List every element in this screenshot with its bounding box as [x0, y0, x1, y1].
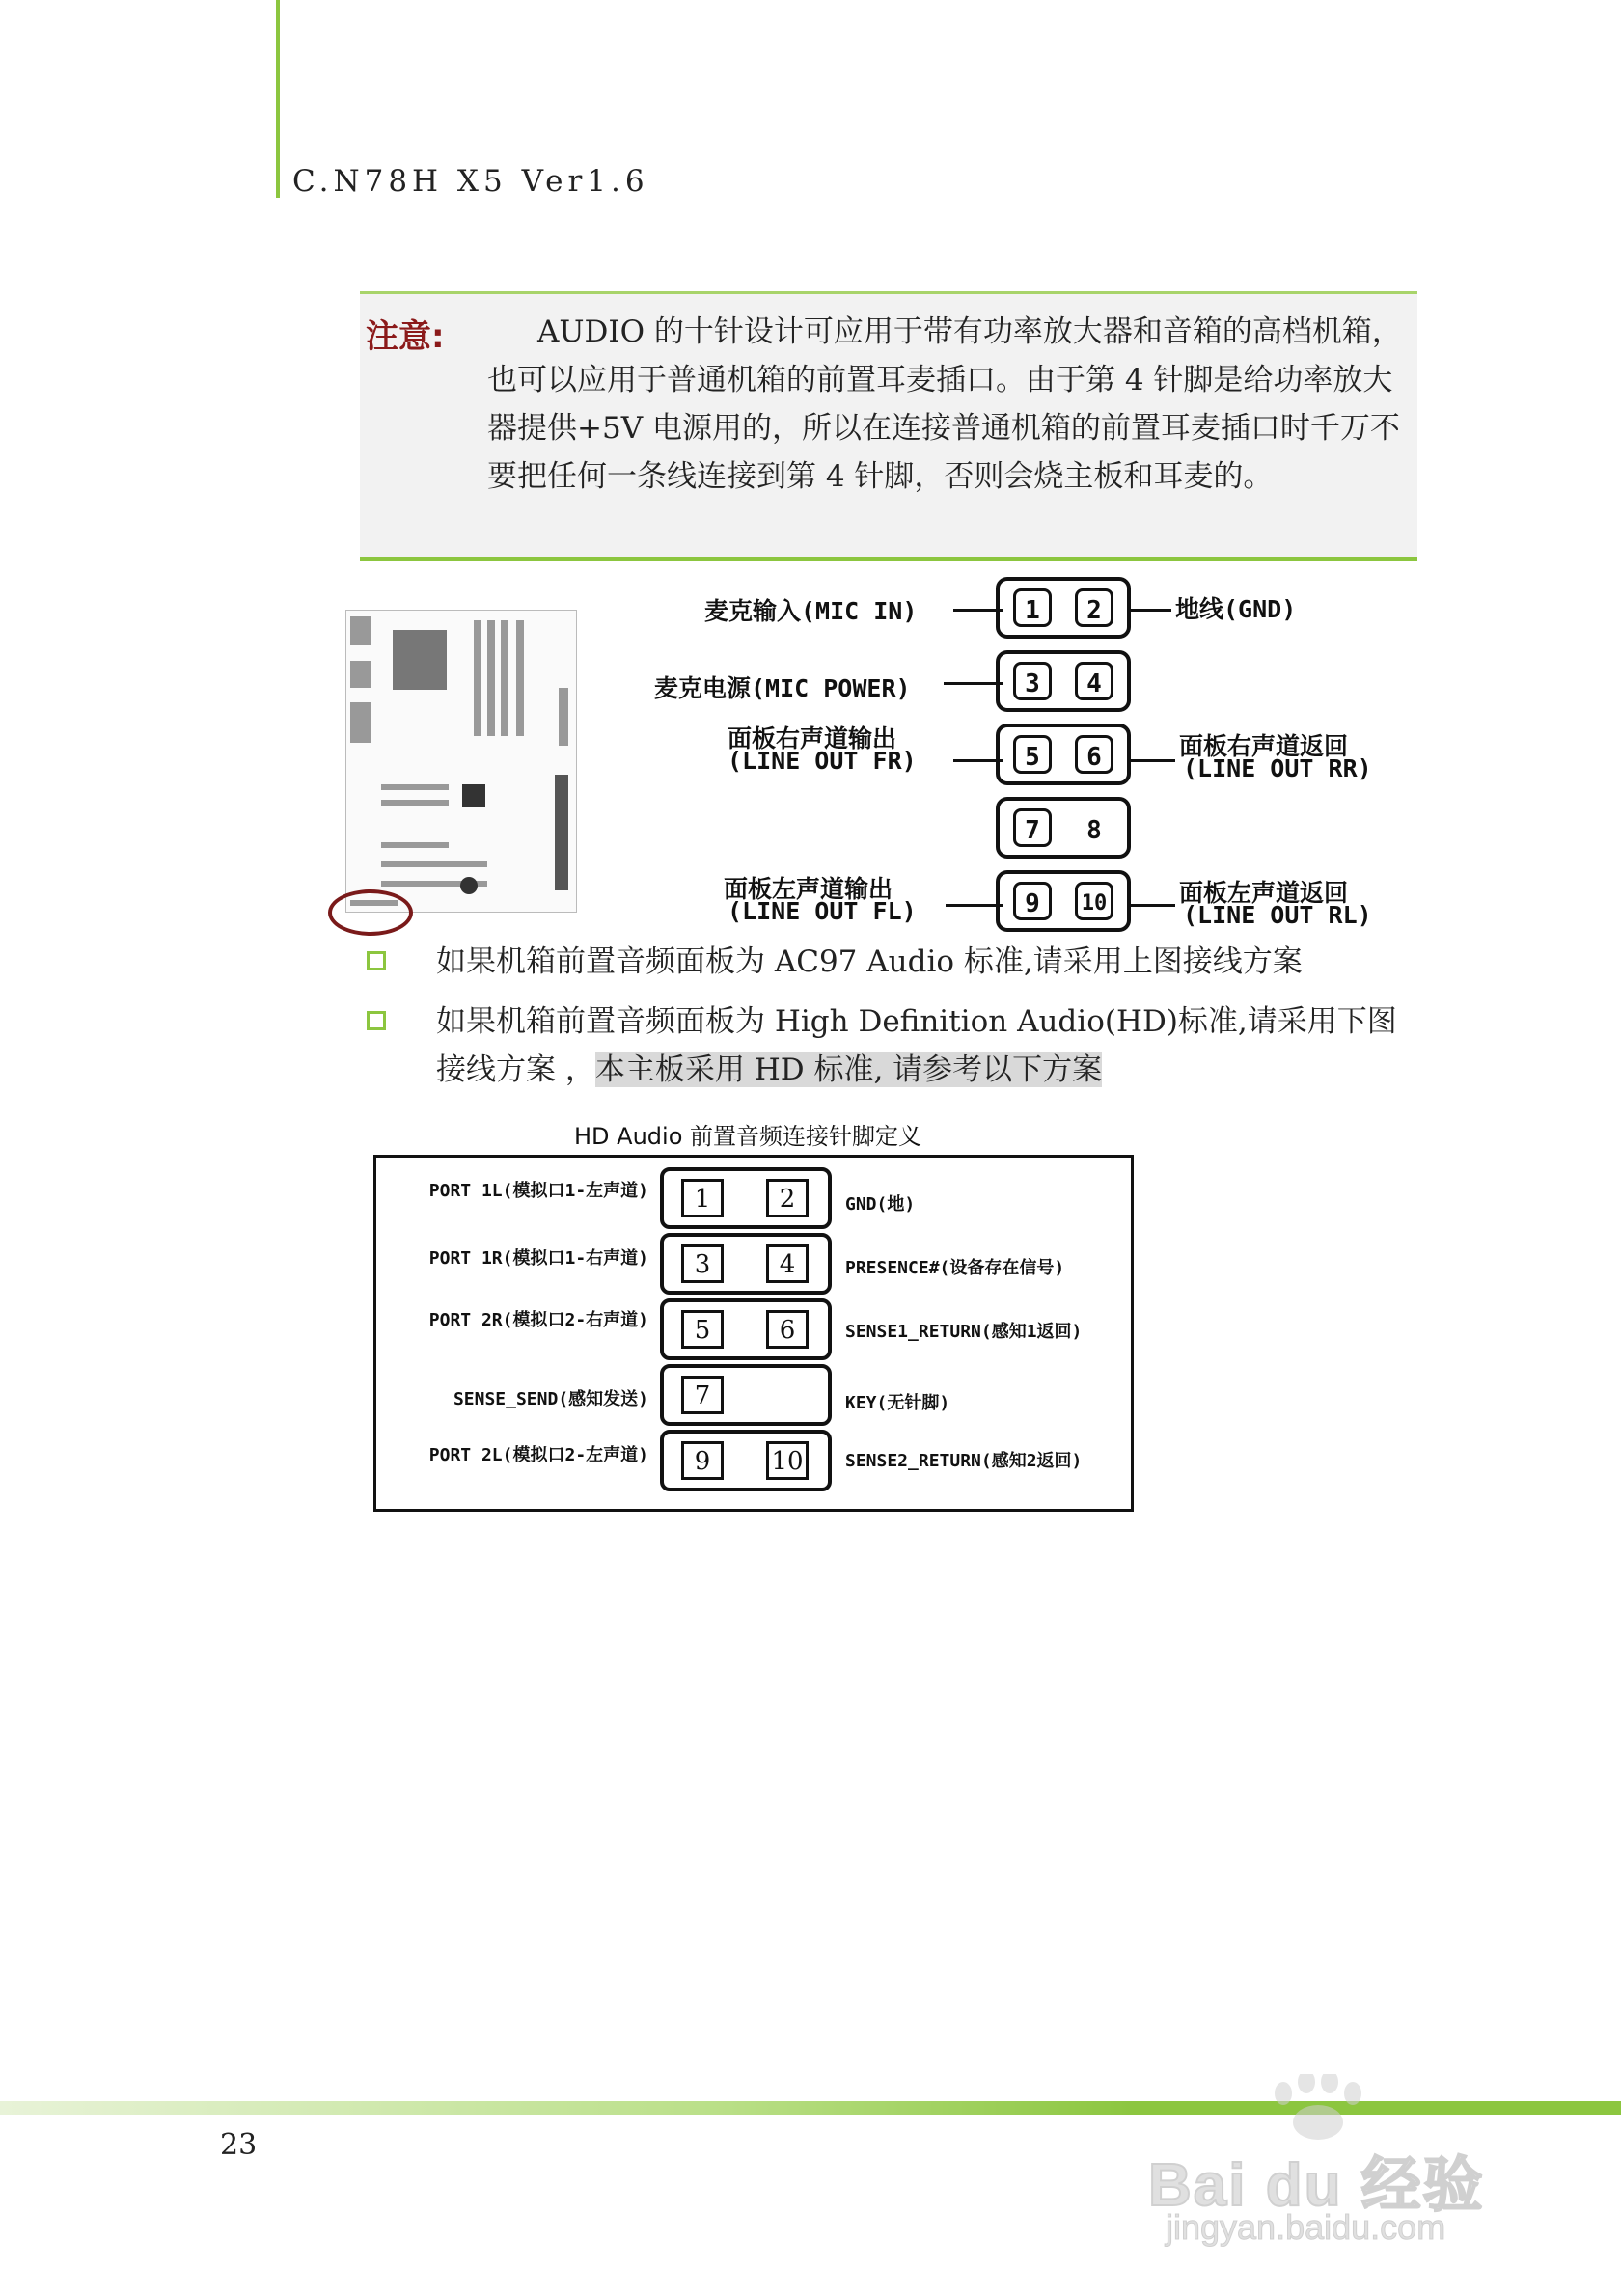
audio-header-highlight-circle: [328, 889, 413, 936]
hd-pin-row-5: [660, 1430, 832, 1491]
hd-label-presence: PRESENCE#(设备存在信号): [845, 1258, 1065, 1278]
hd-pin-9: 9: [681, 1441, 724, 1480]
hd-figure: [373, 1155, 1134, 1512]
ac97-figure: [338, 567, 1418, 943]
ac97-pin-6: 6: [1075, 735, 1113, 774]
hd-pin-4: 4: [766, 1244, 809, 1283]
checkbox-bullet-icon: [367, 1011, 386, 1030]
ac97-label-line-out-rr-en: (LINE OUT RR): [1183, 754, 1372, 782]
ac97-pin-2: 2: [1075, 588, 1113, 627]
hd-label-sense2-return: SENSE2_RETURN(感知2返回): [845, 1451, 1083, 1471]
ac97-label-line-out-fl: 面板左声道输出: [724, 875, 893, 903]
ac97-pin-row-5: [996, 870, 1131, 932]
ac97-pin-row-1: [996, 577, 1131, 639]
hd-label-port2l: PORT 2L(模拟口2-左声道): [428, 1445, 648, 1465]
hd-pin-2: 2: [766, 1179, 809, 1217]
ac97-label-mic-in: 麦克输入(MIC IN): [704, 597, 918, 625]
hd-pin-row-3: [660, 1298, 832, 1360]
ac97-label-line-out-fr: 面板右声道输出: [728, 724, 897, 752]
watermark-brand: Bai du 经验: [1148, 2152, 1485, 2219]
checkbox-bullet-icon: [367, 951, 386, 970]
note-text: AUDIO 的十针设计可应用于带有功率放大器和音箱的高档机箱，也可以应用于普通机箱的前置耳麦插口。由于第 4 针脚是给功率放大器提供+5V 电源用的，所以在连接普通机箱的前置耳麦插口时千万不要把任何一条线连接到第 4 针脚，否则会烧主板和耳麦的。: [487, 314, 1402, 494]
hd-label-port1l: PORT 1L(模拟口1-左声道): [428, 1181, 648, 1201]
ac97-label-mic-power: 麦克电源(MIC POWER): [654, 674, 911, 702]
baidu-watermark: [1148, 2064, 1592, 2257]
paw-icon: [1264, 2074, 1370, 2142]
hd-pin-1: 1: [681, 1179, 724, 1217]
watermark-url: jingyan.baidu.com: [1166, 2207, 1446, 2247]
bullet-hd-text: 如果机箱前置音频面板为 High Definition Audio(HD)标准,请采用下图接线方案 ，本主板采用 HD 标准, 请参考以下方案: [436, 1004, 1397, 1087]
ac97-label-line-out-rl: 面板左声道返回: [1179, 879, 1349, 907]
ac97-label-line-out-fr-en: (LINE OUT FR): [728, 747, 917, 775]
hd-pin-row-4: [660, 1364, 832, 1426]
ac97-label-line-out-rr: 面板右声道返回: [1179, 732, 1349, 760]
hd-label-port2r: PORT 2R(模拟口2-右声道): [428, 1310, 648, 1330]
ac97-pin-1: 1: [1013, 588, 1052, 627]
ac97-pin-4: 4: [1075, 662, 1113, 700]
ac97-pin-7: 7: [1013, 808, 1052, 847]
ac97-pin-8: 8: [1086, 816, 1102, 845]
hd-pin-row-1: [660, 1167, 832, 1229]
hd-pin-7: 7: [681, 1376, 724, 1414]
note-box: [360, 291, 1417, 561]
page-number: 23: [220, 2128, 258, 2162]
hd-label-gnd: GND(地): [845, 1194, 916, 1215]
hd-pin-10: 10: [766, 1441, 809, 1480]
ac97-pin-row-2: [996, 650, 1131, 712]
hd-label-sense-send: SENSE_SEND(感知发送): [453, 1389, 648, 1409]
ac97-label-line-out-fl-en: (LINE OUT FL): [728, 897, 917, 925]
ac97-pin-10: 10: [1075, 882, 1113, 920]
motherboard-thumbnail: [345, 610, 577, 913]
hd-pin-5: 5: [681, 1310, 724, 1349]
hd-figure-title: HD Audio 前置音频连接针脚定义: [574, 1123, 921, 1150]
header-accent-line: [276, 0, 280, 198]
ac97-label-gnd: 地线(GND): [1175, 595, 1297, 623]
model-header: C.N78H X5 Ver1.6: [292, 164, 649, 199]
ac97-label-line-out-rl-en: (LINE OUT RL): [1183, 901, 1372, 929]
bullet-hd-highlight: 本主板采用 HD 标准, 请参考以下方案: [594, 1052, 1103, 1087]
bullet-ac97-text: 如果机箱前置音频面板为 AC97 Audio 标准,请采用上图接线方案: [436, 944, 1303, 979]
hd-pin-6: 6: [766, 1310, 809, 1349]
hd-label-key: KEY(无针脚): [845, 1393, 950, 1413]
note-label: 注意:: [366, 317, 445, 356]
hd-pin-3: 3: [681, 1244, 724, 1283]
hd-label-sense1-return: SENSE1_RETURN(感知1返回): [845, 1322, 1083, 1342]
hd-label-port1r: PORT 1R(模拟口1-右声道): [428, 1248, 648, 1269]
ac97-pin-row-4: [996, 797, 1131, 859]
ac97-pin-row-3: [996, 724, 1131, 785]
hd-pin-row-2: [660, 1233, 832, 1295]
ac97-pin-5: 5: [1013, 735, 1052, 774]
ac97-pin-3: 3: [1013, 662, 1052, 700]
ac97-pin-9: 9: [1013, 882, 1052, 920]
